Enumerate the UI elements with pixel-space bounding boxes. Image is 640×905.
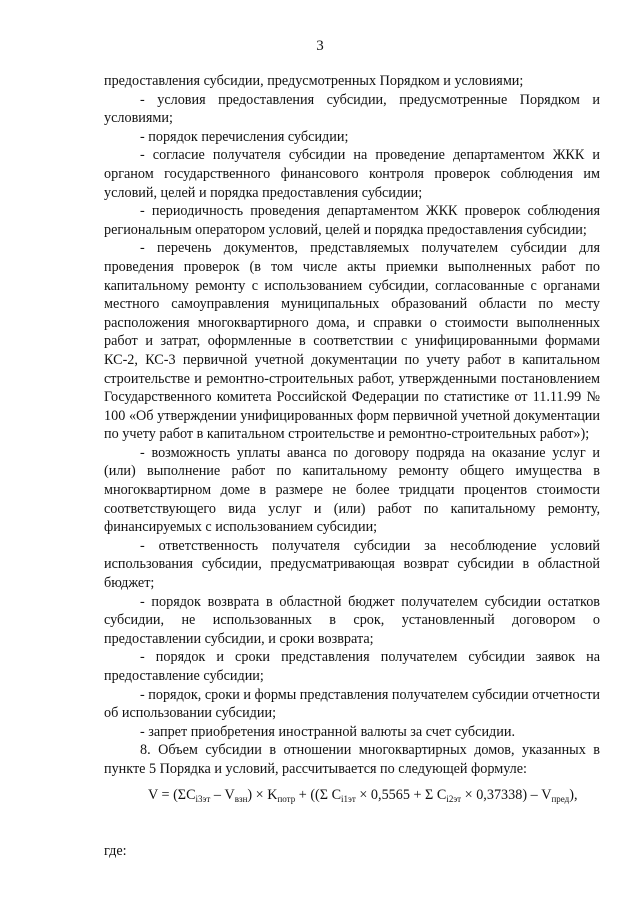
list-item: - запрет приобретения иностранной валюты за счет субсидии. (140, 723, 515, 740)
formula-subscript: i3эт (195, 794, 211, 804)
formula-subscript: взн (234, 794, 248, 804)
formula-subscript: потр (277, 794, 296, 804)
formula-part: + ((Σ C (295, 787, 342, 803)
subsidy-formula (148, 787, 608, 804)
document-body (104, 72, 600, 779)
formula-part: – V (210, 787, 235, 803)
where-label: где: (104, 843, 127, 859)
formula-part: ), (569, 787, 578, 803)
list-item: - периодичность проведения департаментом ЖКК проверок соблюдения региональным оператором условий, целей и порядка предоставления субсидии; (104, 203, 600, 238)
list-item: - ответственность получателя субсидии за несоблюдение условий использования субсидии, предусматривающая возврат субсидии в областной бюджет; (104, 537, 600, 592)
list-item: - порядок возврата в областной бюджет получателем субсидии остатков субсидии, не использованных в срок, установленный договором о предоставлении субсидии, и сроки возврата; (104, 593, 600, 647)
list-item: - порядок и сроки представления получателем субсидии заявок на предоставление субсидии; (104, 649, 600, 684)
formula-subscript: i1эт (341, 794, 356, 804)
paragraph: предоставления субсидии, предусмотренных Порядком и условиями; (104, 73, 524, 89)
formula-subscript: i2эт (446, 794, 462, 804)
formula-part: ) × K (247, 787, 278, 803)
formula-part: V = (ΣC (148, 787, 196, 803)
list-item: - порядок, сроки и формы представления получателем субсидии отчетности об использовании субсидии; (104, 686, 600, 722)
list-item: - порядок перечисления субсидии; (140, 128, 349, 145)
formula-subscript: пред (551, 794, 570, 804)
formula-part: × 0,5565 + Σ C (355, 787, 447, 803)
list-item: - возможность уплаты аванса по договору подряда на оказание услуг и (или) выполнение работ по капитальному ремонту общего имущества в многоквартирном доме в размере не более тридцати процентов стоимости соответствующего вида услуг и (или) работ по капитальному ремонту, финансируемых с использованием субсидии; (104, 444, 600, 536)
formula-part: × 0,37338) – V (461, 787, 552, 803)
page-number: 3 (316, 38, 324, 54)
list-item: - условия предоставления субсидии, предусмотренные Порядком и условиями; (104, 91, 600, 127)
list-item: - перечень документов, представляемых получателем субсидии для проведения проверок (в том числе акты приемки выполненных работ по капитальному ремонту с использованием субсидии, согласованные с органами местного самоуправления муниципальных образований области по месту расположения многоквартирного дома, и справки о стоимости выполненных работ и затрат, оформленные в соответствии с унифицированными формами КС-2, КС-3 первичной учетной документации по учету работ в капитальном строительстве и ремонтно-строительных работ, утвержденными постановлением Государственного комитета Российской Федерации по статистике от 11.11.99 № 100 «Об утверждении унифицированных форм первичной учетной документации по учету работ в капитальном строительстве и ремонтно-строительных работ»); (104, 240, 600, 443)
list-item: - согласие получателя субсидии на проведение департаментом ЖКК и органом государственного финансового контроля проверок соблюдения им условий, целей и порядка предоставления субсидии; (104, 147, 600, 201)
numbered-paragraph: 8. Объем субсидии в отношении многоквартирных домов, указанных в пункте 5 Порядка и условий, рассчитывается по следующей формуле: (104, 742, 600, 777)
